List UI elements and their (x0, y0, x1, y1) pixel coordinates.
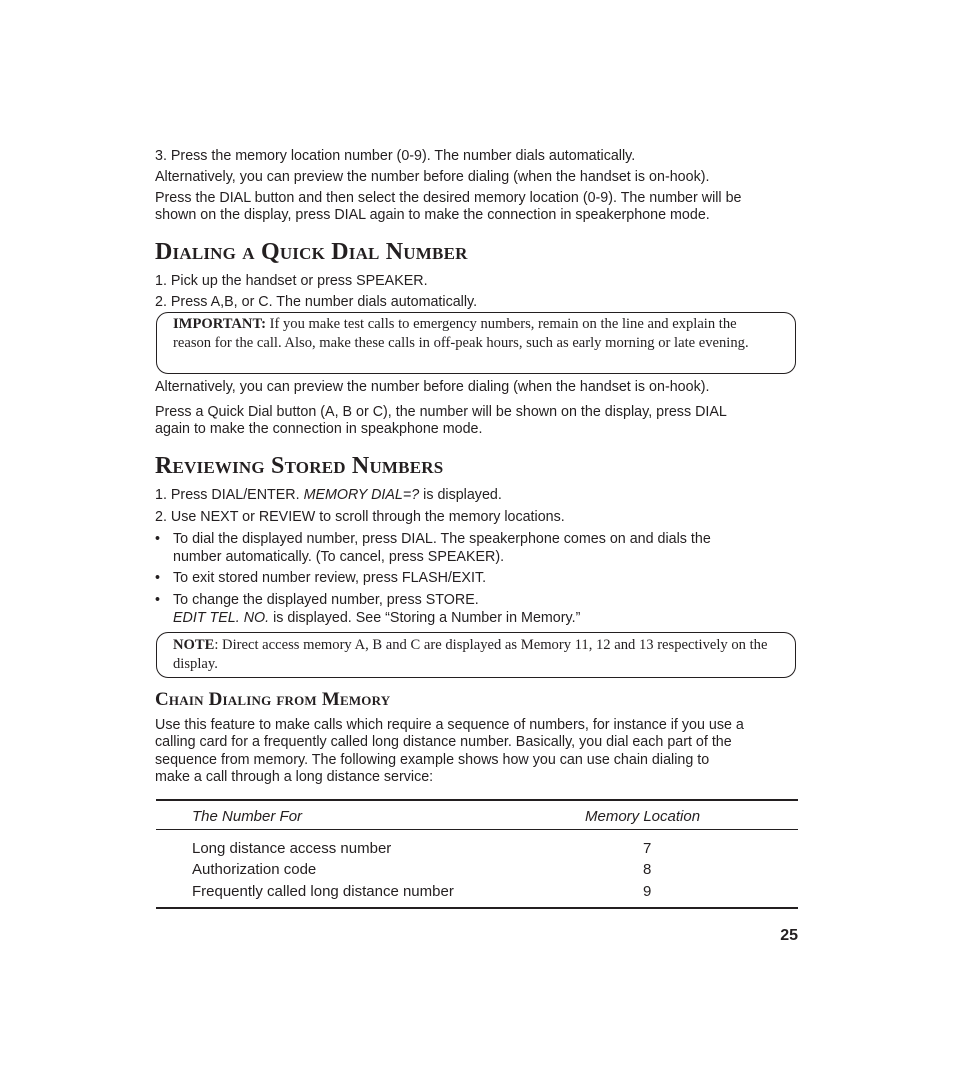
quick-dial-step-1: 1. Pick up the handset or press SPEAKER. (155, 273, 428, 289)
table-header-memory-location: Memory Location (585, 808, 701, 825)
quick-dial-step-2: 2. Press A,B, or C. The number dials automatically. (155, 294, 478, 310)
press-quick-line-1: Press a Quick Dial button (A, B or C), the number will be shown on the display, press DIAL (155, 404, 727, 420)
table-row-label: Authorization code (192, 861, 317, 878)
section-heading-chain-dialing: Chain Dialing from Memory (155, 689, 391, 710)
bullet-3-line-2 (173, 610, 580, 627)
reviewing-step-1-prefix: 1. Press DIAL/ENTER. (155, 487, 304, 503)
page-number: 25 (780, 927, 798, 944)
reviewing-step-1-suffix: is displayed. (419, 487, 502, 503)
step-3: 3. Press the memory location number (0-9). The number dials automatically. (155, 148, 636, 164)
chain-para-line-3: sequence from memory. The following example shows how you can use chain dialing to (155, 752, 710, 768)
table-bottom-rule (156, 907, 798, 909)
bullet-3-line-1: To change the displayed number, press STORE. (173, 592, 479, 608)
important-body: If you make test calls to emergency numbers, remain on the line and explain the reason for the call. Also, make these calls in off-peak hours, such as early morning or late evening. (173, 316, 749, 351)
bullet-1-line-2: number automatically. (To cancel, press SPEAKER). (173, 549, 505, 565)
table-top-rule (156, 799, 798, 801)
bullet-2: To exit stored number review, press FLASH/EXIT. (173, 570, 487, 586)
table-row-value: 9 (643, 883, 652, 900)
bullet-3-suffix: is displayed. See “Storing a Number in Memory.” (269, 610, 581, 626)
press-dial-line-2: shown on the display, press DIAL again to make the connection in speakerphone mode. (155, 207, 710, 223)
chain-para-line-1: Use this feature to make calls which require a sequence of numbers, for instance if you use a (155, 717, 744, 733)
bullet-marker: • (155, 531, 161, 547)
preview-note: Alternatively, you can preview the number before dialing (when the handset is on-hook). (155, 169, 710, 185)
bullet-marker: • (155, 592, 161, 608)
note-body: : Direct access memory A, B and C are displayed as Memory 11, 12 and 13 respectively on the display. (173, 637, 768, 672)
press-dial-line-1: Press the DIAL button and then select the desired memory location (0-9). The number will be (155, 190, 742, 206)
note-label: NOTE (173, 637, 215, 653)
section-heading-quick-dial: Dialing a Quick Dial Number (155, 239, 468, 265)
table-row-value: 8 (643, 861, 652, 878)
reviewing-step-2: 2. Use NEXT or REVIEW to scroll through the memory locations. (155, 509, 565, 525)
press-quick-line-2: again to make the connection in speakphone mode. (155, 421, 483, 437)
bullet-marker: • (155, 570, 161, 586)
table-row-label: Long distance access number (192, 840, 392, 857)
bullet-1-line-1: To dial the displayed number, press DIAL. The speakerphone comes on and dials the (173, 531, 711, 547)
table-row-value: 7 (643, 840, 652, 857)
important-label: IMPORTANT: (173, 316, 266, 332)
quick-dial-preview-note: Alternatively, you can preview the number before dialing (when the handset is on-hook). (155, 379, 710, 395)
table-header-rule (156, 829, 798, 830)
section-heading-reviewing: Reviewing Stored Numbers (155, 453, 444, 479)
memory-dial-display-text: MEMORY DIAL=? (303, 487, 420, 503)
table-row-label: Frequently called long distance number (192, 883, 454, 900)
reviewing-step-1 (155, 487, 502, 504)
important-callout-text (173, 315, 773, 352)
edit-tel-display-text: EDIT TEL. NO. (173, 610, 270, 626)
table-header-number-for: The Number For (192, 808, 303, 825)
chain-para-line-4: make a call through a long distance service: (155, 769, 434, 785)
chain-para-line-2: calling card for a frequently called long distance number. Basically, you dial each part of the (155, 734, 732, 750)
note-callout-text (173, 636, 773, 673)
